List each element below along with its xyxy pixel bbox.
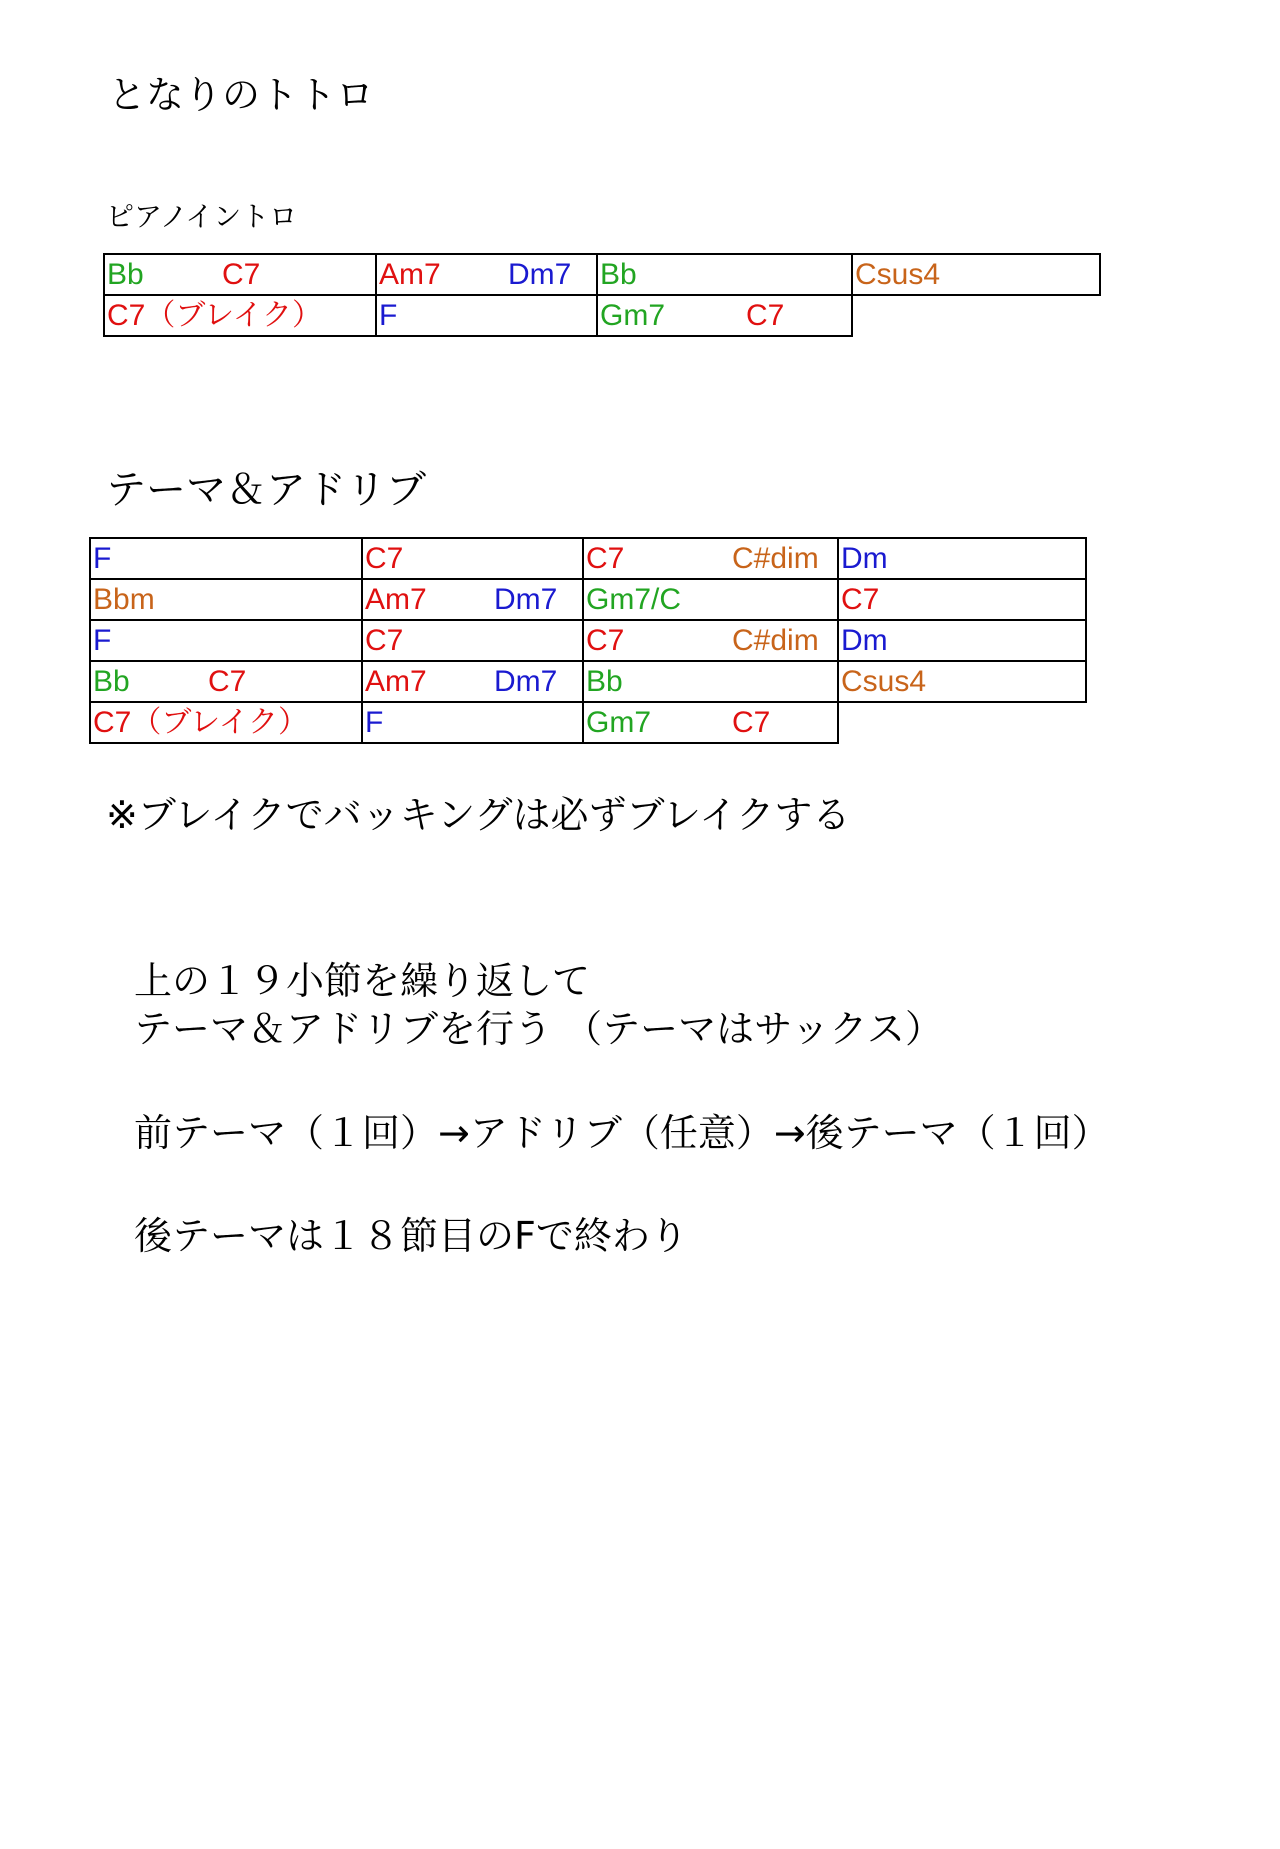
intro-chord-table <box>103 253 1101 337</box>
chord-row <box>90 538 1086 579</box>
chord-label: C7 <box>365 542 404 575</box>
theme-chord-table <box>89 537 1087 744</box>
chord-row <box>90 661 1086 702</box>
chord-row <box>90 620 1086 661</box>
chord-label: Gm7 <box>586 706 652 739</box>
chord-label: C7 <box>365 624 404 657</box>
chord-label: Csus4 <box>855 258 941 291</box>
chord-label: F <box>365 706 384 739</box>
chord-label: Gm7 <box>600 299 666 332</box>
measure-cell <box>104 254 376 295</box>
measure-cell <box>838 620 1086 661</box>
measure-cell <box>583 661 838 702</box>
page-title: となりのトトロ <box>108 73 375 117</box>
chord-label: Csus4 <box>841 665 927 698</box>
chord-row <box>104 295 1100 336</box>
chord-label: C#dim <box>732 624 819 657</box>
chord-label: Bb <box>93 665 130 698</box>
chord-row <box>104 254 1100 295</box>
measure-cell <box>376 295 597 336</box>
measure-cell <box>362 661 583 702</box>
measure-cell <box>104 295 376 336</box>
chord-label: Dm <box>841 542 888 575</box>
measure-cell <box>362 579 583 620</box>
measure-cell <box>90 702 362 743</box>
theme-heading: テーマ＆アドリブ <box>106 467 426 513</box>
chord-label: C7 <box>841 583 880 616</box>
chord-label: C7（ブレイク） <box>93 706 309 739</box>
measure-cell <box>90 620 362 661</box>
chord-label: Dm7 <box>494 583 558 616</box>
chord-label: Bb <box>600 258 637 291</box>
chord-label: F <box>379 299 398 332</box>
measure-cell <box>90 538 362 579</box>
instruction-line: 上の１９小節を繰り返して <box>134 959 591 1003</box>
measure-cell <box>362 620 583 661</box>
instruction-line: 前テーマ（１回）→アドリブ（任意）→後テーマ（１回） <box>134 1111 1110 1155</box>
chord-label: C7 <box>586 542 625 575</box>
chord-label: Dm7 <box>508 258 572 291</box>
empty-cell <box>838 702 1086 743</box>
chord-label: F <box>93 542 112 575</box>
chord-label: Bb <box>586 665 623 698</box>
measure-cell <box>90 661 362 702</box>
chord-row <box>90 579 1086 620</box>
empty-cell <box>852 295 1100 336</box>
chord-label: C7 <box>746 299 785 332</box>
measure-cell <box>376 254 597 295</box>
chord-label: F <box>93 624 112 657</box>
chord-label: C7 <box>208 665 247 698</box>
measure-cell <box>583 538 838 579</box>
chord-label: Dm <box>841 624 888 657</box>
chord-label: Bbm <box>93 583 155 616</box>
intro-heading: ピアノイントロ <box>106 200 298 233</box>
chord-row <box>90 702 1086 743</box>
measure-cell <box>583 702 838 743</box>
measure-cell <box>362 702 583 743</box>
chord-label: Am7 <box>365 665 427 698</box>
measure-cell <box>597 295 852 336</box>
break-note: ※ブレイクでバッキングは必ずブレイクする <box>106 793 851 837</box>
measure-cell <box>583 620 838 661</box>
measure-cell <box>838 579 1086 620</box>
measure-cell <box>583 579 838 620</box>
chord-label: Bb <box>107 258 144 291</box>
chord-label: C7（ブレイク） <box>107 299 323 332</box>
instruction-line: 後テーマは１８節目のFで終わり <box>134 1214 688 1258</box>
measure-cell <box>597 254 852 295</box>
measure-cell <box>90 579 362 620</box>
measure-cell <box>838 538 1086 579</box>
measure-cell <box>362 538 583 579</box>
chord-label: Gm7/C <box>586 583 682 616</box>
chord-label: C7 <box>732 706 771 739</box>
chord-label: Dm7 <box>494 665 558 698</box>
chord-label: C7 <box>222 258 261 291</box>
chord-label: Am7 <box>379 258 441 291</box>
chord-label: Am7 <box>365 583 427 616</box>
chord-label: C#dim <box>732 542 819 575</box>
measure-cell <box>852 254 1100 295</box>
measure-cell <box>838 661 1086 702</box>
instruction-line: テーマ＆アドリブを行う （テーマはサックス） <box>134 1007 943 1051</box>
chord-label: C7 <box>586 624 625 657</box>
